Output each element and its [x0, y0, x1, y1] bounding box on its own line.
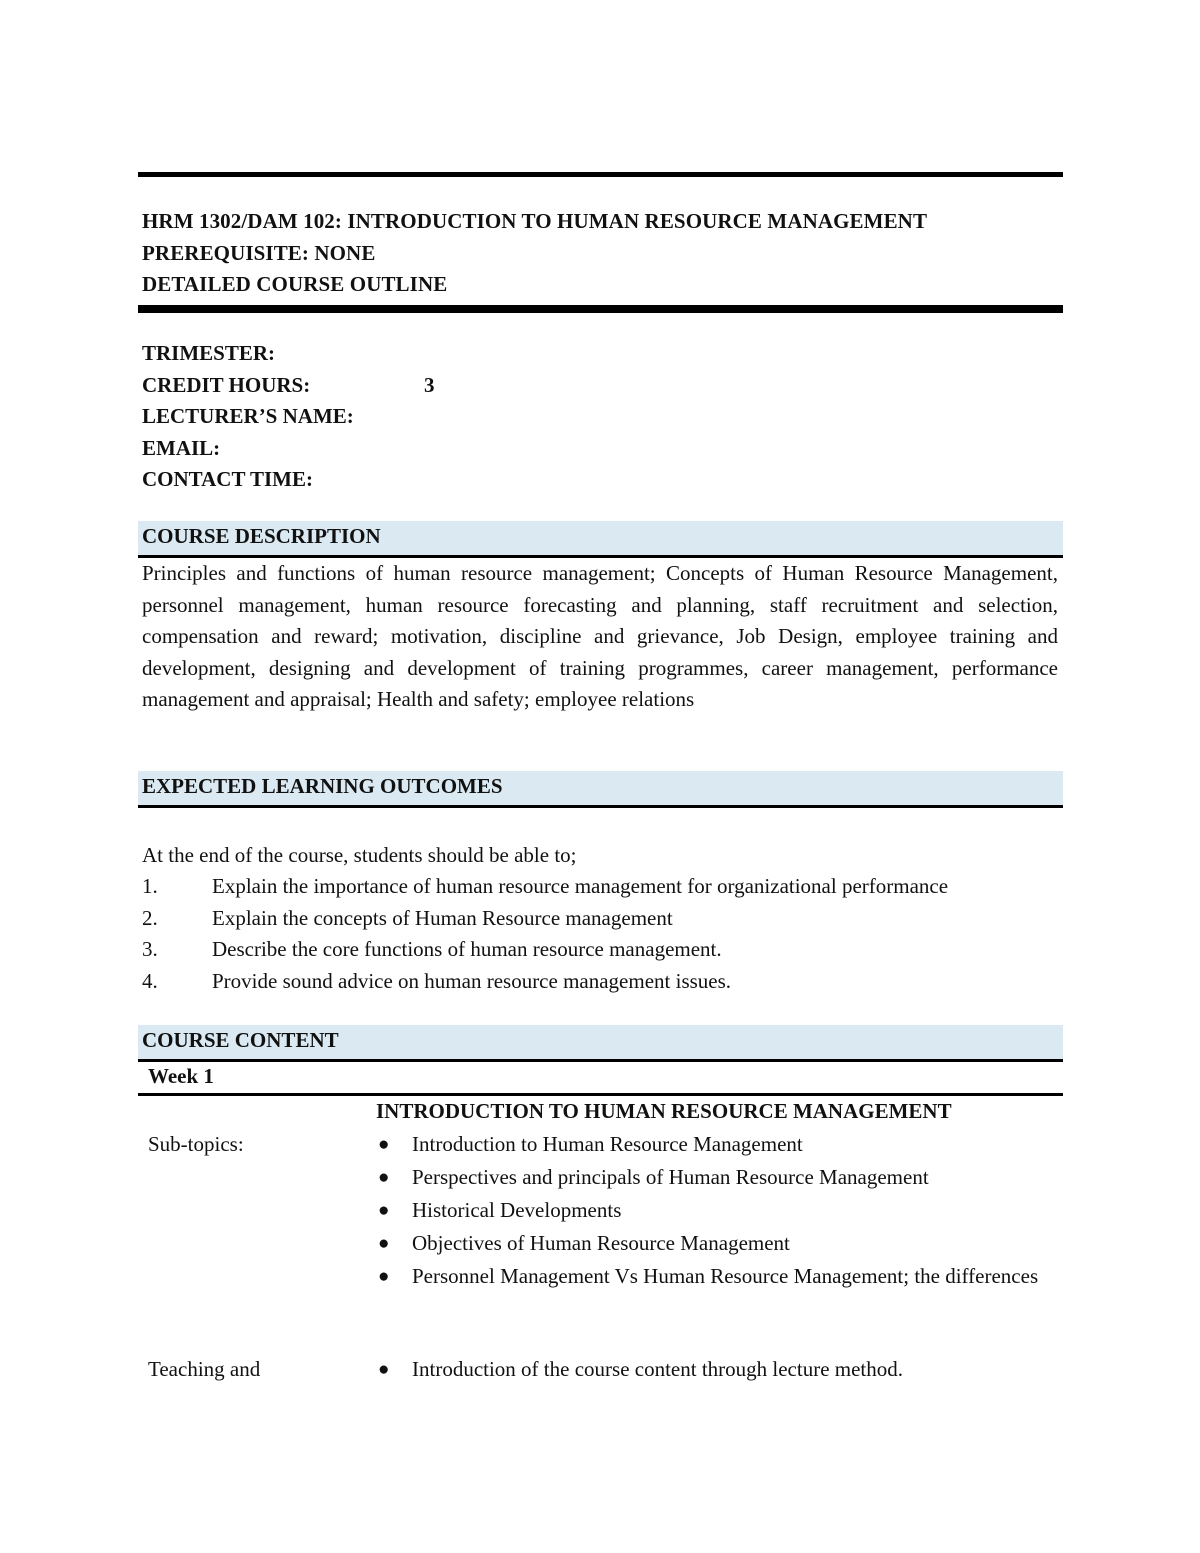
prerequisite-line: PREREQUISITE: NONE [142, 240, 376, 265]
subtopic-text: Introduction to Human Resource Management [412, 1132, 803, 1156]
course-content-heading-band [138, 1025, 1063, 1062]
email-label: EMAIL: [142, 435, 221, 460]
teaching-list [376, 1354, 1052, 1387]
list-item-number: 1. [142, 874, 158, 898]
lecturer-label: LECTURER’S NAME: [142, 404, 354, 428]
list-item-text: Describe the core functions of human resource management. [212, 937, 722, 961]
list-item-number: 2. [142, 905, 158, 930]
list-item-text: Explain the importance of human resource management for organizational performance [212, 874, 949, 898]
course-description-heading-band [138, 521, 1063, 558]
subtopic-text: Perspectives and principals of Human Resource Management [412, 1165, 929, 1189]
subtopic-text: Historical Developments [412, 1198, 622, 1222]
bullet-icon: ● [378, 1200, 390, 1221]
bullet-icon: ● [378, 1167, 390, 1188]
list-item [376, 1129, 1052, 1161]
outline-subtitle: DETAILED COURSE OUTLINE [142, 272, 448, 296]
header-bottom-rule [138, 305, 1063, 313]
email-row [142, 433, 354, 465]
week-label: Week 1 [148, 1064, 214, 1088]
bullet-icon: ● [378, 1359, 390, 1380]
subtopics-label: Sub-topics: [148, 1132, 244, 1156]
credit-hours-label: CREDIT HOURS: [142, 372, 311, 397]
credit-hours-row [142, 370, 435, 402]
course-description-text: Principles and functions of human resource management; Concepts of Human Resource Management, personnel management, human resource forecasting and planning, staff recruitment and selection, compensation and reward; motivation, discipline and grievance, Job Design, employee training and development, designing and development of training programmes, career management, performance management and appraisal; Health and safety; employee relations [142, 561, 1058, 711]
list-item [376, 1228, 1052, 1260]
trimester-label: TRIMESTER: [142, 341, 276, 365]
bullet-icon: ● [378, 1266, 390, 1287]
course-content-heading: COURSE CONTENT [142, 1028, 339, 1052]
contact-time-row [142, 464, 354, 496]
list-item [376, 1261, 1052, 1293]
list-item-text: Provide sound advice on human resource management issues. [212, 968, 732, 993]
learning-outcomes-intro: At the end of the course, students should be able to; [142, 843, 577, 867]
bullet-icon: ● [378, 1233, 390, 1254]
list-item-number: 4. [142, 968, 158, 993]
subtopic-text: Personnel Management Vs Human Resource Management; the differences [412, 1264, 1039, 1288]
list-item [376, 1162, 1052, 1194]
list-item [376, 1354, 1052, 1386]
course-header [142, 206, 1072, 301]
learning-outcomes-heading-band [138, 771, 1063, 808]
list-item [376, 1195, 1052, 1227]
teaching-label: Teaching and [148, 1357, 261, 1381]
credit-hours-value: 3 [424, 372, 435, 397]
lecturer-row [142, 401, 354, 433]
contact-time-label: CONTACT TIME: [142, 467, 313, 491]
learning-outcomes-heading: EXPECTED LEARNING OUTCOMES [142, 774, 503, 798]
subtopics-list [376, 1129, 1052, 1294]
course-info-block [142, 338, 435, 496]
bullet-icon: ● [378, 1134, 390, 1155]
list-item-number: 3. [142, 937, 158, 961]
week-topic-title: INTRODUCTION TO HUMAN RESOURCE MANAGEMENT [376, 1099, 952, 1123]
trimester-row [142, 338, 354, 370]
week-row [138, 1061, 1063, 1096]
course-description-heading: COURSE DESCRIPTION [142, 524, 381, 548]
course-title: HRM 1302/DAM 102: INTRODUCTION TO HUMAN RESOURCE MANAGEMENT [142, 209, 928, 233]
list-item-text: Explain the concepts of Human Resource management [212, 905, 673, 930]
subtopic-text: Objectives of Human Resource Management [412, 1231, 790, 1255]
teaching-text: Introduction of the course content through lecture method. [412, 1357, 904, 1381]
top-rule [138, 172, 1063, 177]
